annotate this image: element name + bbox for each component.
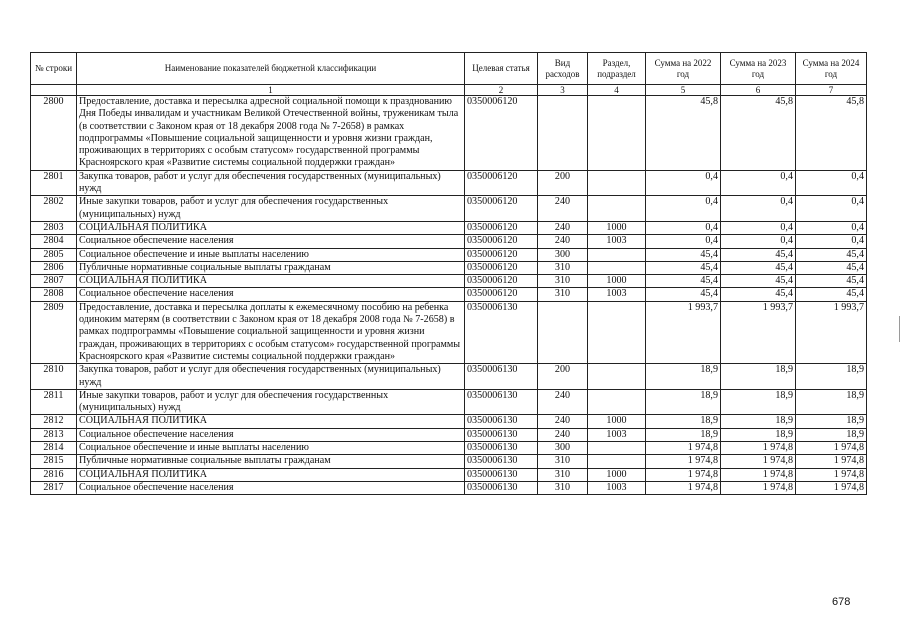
row-expense-type: 300 <box>538 248 588 261</box>
column-number: 3 <box>538 85 588 96</box>
row-sum-2024: 45,8 <box>796 96 867 171</box>
row-sum-2023: 0,4 <box>721 235 796 248</box>
row-expense-type: 240 <box>538 235 588 248</box>
row-number: 2802 <box>31 196 77 222</box>
table-row <box>31 261 867 274</box>
row-sum-2022: 45,4 <box>646 275 721 288</box>
table-row <box>31 275 867 288</box>
row-section: 1000 <box>588 221 646 234</box>
row-expense-type: 310 <box>538 261 588 274</box>
row-sum-2024: 45,4 <box>796 275 867 288</box>
row-number: 2812 <box>31 415 77 428</box>
row-name: Социальное обеспечение и иные выплаты населению <box>77 442 465 455</box>
row-sum-2023: 45,4 <box>721 275 796 288</box>
row-expense-type: 310 <box>538 468 588 481</box>
row-number: 2810 <box>31 364 77 390</box>
row-sum-2022: 1 993,7 <box>646 301 721 363</box>
row-target: 0350006130 <box>465 389 538 415</box>
row-section <box>588 442 646 455</box>
row-sum-2023: 18,9 <box>721 415 796 428</box>
row-sum-2022: 0,4 <box>646 221 721 234</box>
row-number: 2801 <box>31 170 77 196</box>
row-sum-2024: 1 974,8 <box>796 481 867 494</box>
row-section: 1003 <box>588 481 646 494</box>
row-number: 2815 <box>31 455 77 468</box>
row-name: Закупка товаров, работ и услуг для обеспечения государственных (муниципальных) нужд <box>77 364 465 390</box>
row-sum-2023: 18,9 <box>721 389 796 415</box>
row-expense-type: 310 <box>538 455 588 468</box>
table-row <box>31 481 867 494</box>
row-name: СОЦИАЛЬНАЯ ПОЛИТИКА <box>77 468 465 481</box>
row-sum-2022: 0,4 <box>646 196 721 222</box>
row-sum-2023: 0,4 <box>721 221 796 234</box>
column-number: 5 <box>646 85 721 96</box>
row-target: 0350006120 <box>465 261 538 274</box>
row-section: 1000 <box>588 415 646 428</box>
header-sum-2024: Сумма на 2024 год <box>796 53 867 85</box>
row-sum-2022: 0,4 <box>646 235 721 248</box>
row-sum-2024: 0,4 <box>796 170 867 196</box>
table-row <box>31 170 867 196</box>
row-target: 0350006120 <box>465 196 538 222</box>
row-number: 2813 <box>31 428 77 441</box>
column-number: 6 <box>721 85 796 96</box>
row-sum-2024: 1 974,8 <box>796 468 867 481</box>
row-target: 0350006120 <box>465 221 538 234</box>
row-number: 2807 <box>31 275 77 288</box>
row-sum-2022: 0,4 <box>646 170 721 196</box>
row-sum-2024: 18,9 <box>796 389 867 415</box>
row-sum-2022: 1 974,8 <box>646 481 721 494</box>
row-number: 2814 <box>31 442 77 455</box>
row-section: 1000 <box>588 468 646 481</box>
column-number <box>31 85 77 96</box>
row-name: Социальное обеспечение населения <box>77 235 465 248</box>
row-name: Публичные нормативные социальные выплаты гражданам <box>77 261 465 274</box>
row-sum-2023: 45,4 <box>721 288 796 301</box>
row-section <box>588 96 646 171</box>
header-expense-type: Вид расходов <box>538 53 588 85</box>
row-section <box>588 196 646 222</box>
row-section <box>588 455 646 468</box>
row-target: 0350006130 <box>465 468 538 481</box>
column-number: 2 <box>465 85 538 96</box>
row-number: 2804 <box>31 235 77 248</box>
header-name: Наименование показателей бюджетной классификации <box>77 53 465 85</box>
row-name: Социальное обеспечение населения <box>77 288 465 301</box>
table-row <box>31 248 867 261</box>
row-sum-2024: 18,9 <box>796 415 867 428</box>
row-sum-2024: 45,4 <box>796 248 867 261</box>
column-number-row <box>31 85 867 96</box>
row-number: 2805 <box>31 248 77 261</box>
row-sum-2022: 1 974,8 <box>646 455 721 468</box>
row-sum-2023: 0,4 <box>721 170 796 196</box>
row-expense-type: 240 <box>538 196 588 222</box>
table-row <box>31 96 867 171</box>
row-number: 2800 <box>31 96 77 171</box>
row-expense-type: 240 <box>538 389 588 415</box>
row-target: 0350006120 <box>465 275 538 288</box>
row-sum-2023: 0,4 <box>721 196 796 222</box>
row-sum-2023: 1 974,8 <box>721 468 796 481</box>
row-target: 0350006120 <box>465 248 538 261</box>
row-target: 0350006130 <box>465 415 538 428</box>
header-row <box>31 53 867 85</box>
column-number: 1 <box>77 85 465 96</box>
table-row <box>31 288 867 301</box>
row-name: СОЦИАЛЬНАЯ ПОЛИТИКА <box>77 275 465 288</box>
row-section <box>588 389 646 415</box>
row-sum-2022: 18,9 <box>646 428 721 441</box>
row-expense-type: 200 <box>538 170 588 196</box>
row-section <box>588 248 646 261</box>
row-sum-2022: 18,9 <box>646 389 721 415</box>
table-row <box>31 221 867 234</box>
row-sum-2022: 45,4 <box>646 248 721 261</box>
row-name: СОЦИАЛЬНАЯ ПОЛИТИКА <box>77 221 465 234</box>
table-row <box>31 389 867 415</box>
row-number: 2803 <box>31 221 77 234</box>
row-number: 2817 <box>31 481 77 494</box>
column-number: 4 <box>588 85 646 96</box>
row-sum-2023: 45,4 <box>721 248 796 261</box>
row-target: 0350006130 <box>465 428 538 441</box>
row-expense-type: 200 <box>538 364 588 390</box>
row-sum-2024: 0,4 <box>796 235 867 248</box>
budget-table <box>30 52 867 495</box>
table-row <box>31 415 867 428</box>
table-row <box>31 235 867 248</box>
row-target: 0350006130 <box>465 455 538 468</box>
column-number: 7 <box>796 85 867 96</box>
row-section: 1003 <box>588 235 646 248</box>
row-name: Социальное обеспечение и иные выплаты населению <box>77 248 465 261</box>
row-sum-2024: 18,9 <box>796 428 867 441</box>
table-row <box>31 196 867 222</box>
row-name: Социальное обеспечение населения <box>77 428 465 441</box>
row-target: 0350006130 <box>465 442 538 455</box>
row-section <box>588 301 646 363</box>
row-section: 1003 <box>588 288 646 301</box>
header-section: Раздел, подраздел <box>588 53 646 85</box>
table-row <box>31 455 867 468</box>
row-name: Иные закупки товаров, работ и услуг для обеспечения государственных (муниципальных) нужд <box>77 196 465 222</box>
row-sum-2023: 1 974,8 <box>721 481 796 494</box>
row-number: 2806 <box>31 261 77 274</box>
row-target: 0350006130 <box>465 364 538 390</box>
row-sum-2024: 0,4 <box>796 221 867 234</box>
row-target: 0350006120 <box>465 96 538 171</box>
row-section <box>588 364 646 390</box>
header-sum-2023: Сумма на 2023 год <box>721 53 796 85</box>
row-sum-2022: 45,8 <box>646 96 721 171</box>
row-sum-2024: 18,9 <box>796 364 867 390</box>
table-row <box>31 364 867 390</box>
row-target: 0350006120 <box>465 288 538 301</box>
row-expense-type <box>538 96 588 171</box>
table-row <box>31 301 867 363</box>
row-sum-2023: 1 974,8 <box>721 442 796 455</box>
table-row <box>31 468 867 481</box>
row-expense-type: 240 <box>538 428 588 441</box>
row-sum-2022: 18,9 <box>646 415 721 428</box>
row-expense-type <box>538 301 588 363</box>
page-number: 678 <box>832 596 851 608</box>
row-target: 0350006130 <box>465 301 538 363</box>
row-name: Социальное обеспечение населения <box>77 481 465 494</box>
row-expense-type: 310 <box>538 275 588 288</box>
row-sum-2024: 1 974,8 <box>796 455 867 468</box>
row-section: 1000 <box>588 275 646 288</box>
row-expense-type: 240 <box>538 221 588 234</box>
row-sum-2024: 1 993,7 <box>796 301 867 363</box>
row-name: СОЦИАЛЬНАЯ ПОЛИТИКА <box>77 415 465 428</box>
row-expense-type: 300 <box>538 442 588 455</box>
row-target: 0350006120 <box>465 170 538 196</box>
row-number: 2808 <box>31 288 77 301</box>
row-number: 2816 <box>31 468 77 481</box>
row-expense-type: 310 <box>538 481 588 494</box>
row-name: Предоставление, доставка и пересылка доплаты к ежемесячному пособию на ребенка одиноким матерям (в соответствии с Законом края от 18 декабря 2008 года № 7-2658) в рамках подпрограммы «Повышение социальной защищенности и уровня жизни граждан, проживающих в территориях с особым статусом» государственной программы Красноярского края «Развитие системы социальной поддержки граждан» <box>77 301 465 363</box>
row-section <box>588 170 646 196</box>
row-sum-2022: 1 974,8 <box>646 468 721 481</box>
row-sum-2022: 18,9 <box>646 364 721 390</box>
row-sum-2023: 1 993,7 <box>721 301 796 363</box>
row-sum-2023: 18,9 <box>721 364 796 390</box>
row-sum-2022: 45,4 <box>646 261 721 274</box>
header-sum-2022: Сумма на 2022 год <box>646 53 721 85</box>
scan-edge-mark <box>899 316 900 342</box>
row-sum-2024: 0,4 <box>796 196 867 222</box>
row-sum-2022: 1 974,8 <box>646 442 721 455</box>
row-sum-2023: 45,8 <box>721 96 796 171</box>
row-sum-2024: 45,4 <box>796 261 867 274</box>
row-number: 2809 <box>31 301 77 363</box>
row-name: Закупка товаров, работ и услуг для обеспечения государственных (муниципальных) нужд <box>77 170 465 196</box>
header-target: Целевая статья <box>465 53 538 85</box>
table-row <box>31 428 867 441</box>
row-sum-2023: 45,4 <box>721 261 796 274</box>
row-name: Публичные нормативные социальные выплаты гражданам <box>77 455 465 468</box>
row-section: 1003 <box>588 428 646 441</box>
row-target: 0350006120 <box>465 235 538 248</box>
row-expense-type: 310 <box>538 288 588 301</box>
row-section <box>588 261 646 274</box>
row-target: 0350006130 <box>465 481 538 494</box>
row-sum-2024: 1 974,8 <box>796 442 867 455</box>
row-name: Иные закупки товаров, работ и услуг для обеспечения государственных (муниципальных) нужд <box>77 389 465 415</box>
row-sum-2023: 1 974,8 <box>721 455 796 468</box>
row-number: 2811 <box>31 389 77 415</box>
table-body <box>31 96 867 495</box>
header-row-no: № строки <box>31 53 77 85</box>
table-row <box>31 442 867 455</box>
row-sum-2022: 45,4 <box>646 288 721 301</box>
row-sum-2024: 45,4 <box>796 288 867 301</box>
row-name: Предоставление, доставка и пересылка адресной социальной помощи к празднованию Дня Победы инвалидам и участникам Великой Отечественной войны, труженикам тыла (в соответствии с Законом края от 18 декабря 2008 года № 7-2658) в рамках подпрограммы «Повышение социальной защищенности и уровня жизни граждан, проживающих в территориях с особым статусом» государственной программы Красноярского края «Развитие системы социальной поддержки граждан» <box>77 96 465 171</box>
row-sum-2023: 18,9 <box>721 428 796 441</box>
row-expense-type: 240 <box>538 415 588 428</box>
